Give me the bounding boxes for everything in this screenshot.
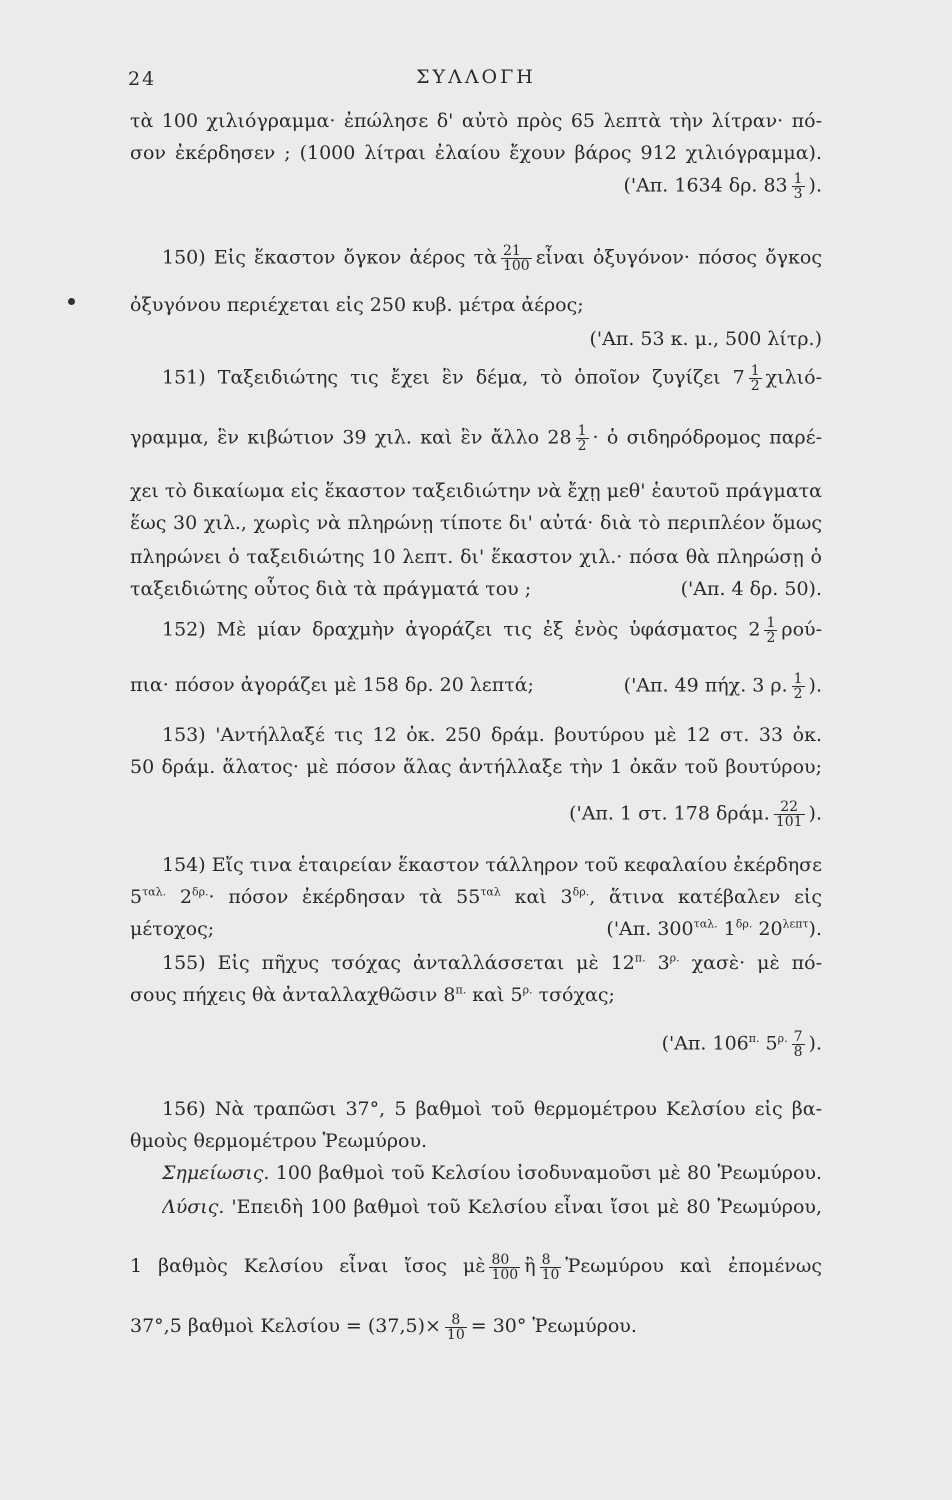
text-line: $5^{\tau\alpha\lambda.}$ $2^{\delta\rho.}\cdot \pi ό\sigma o\nu$ ἐκέρδησαν τὰ $55^{\tau\alpha\lambda}$ καὶ $3^{\delta\rho.}$, ἅτινα κατέβαλεν εἰς xyxy=(130,885,822,908)
fraction: $\frac{8}{10}$ xyxy=(541,1251,560,1283)
fraction: $\frac{1}{2}$ xyxy=(766,616,776,646)
answer: ('Απ. 4 δρ. 50). xyxy=(680,578,822,600)
ink-dot xyxy=(68,298,75,305)
answer-line: ('Απ. $106^{\pi.}$ $5^{\rho.}$ $\frac{7}{8}$ ). xyxy=(661,1030,822,1060)
page-header xyxy=(0,62,952,92)
solution-line: Λύσις. 'Επειδὴ 100 βαθμοὶ τοῦ Κελσίου εἶναι ἴσοι μὲ 80 Ῥεωμύρου, xyxy=(162,1196,822,1218)
problem-152-line: 152) Μὲ μίαν δραχμὴν ἀγοράζει τις ἐξ ἑνὸς ὑφάσματος 2 $\frac{1}{2}$ ρού- xyxy=(162,616,822,646)
running-title: ΣΥΛΛΟΓΗ xyxy=(416,66,536,88)
fraction: $\frac{8}{10}$ xyxy=(446,1311,465,1343)
fraction: $\frac{1}{2}$ xyxy=(793,672,803,702)
problem-150-line: 150) Εἰς ἕκαστον ὄγκον ἀέρος τὰ $\frac{21}{100}$ εἶναι ὀξυγόνον· πόσος ὄγκος xyxy=(162,244,822,274)
answer: ('Απ. $300^{\tau\alpha\lambda.}$ $1^{\delta\rho.}$ $20^{\lambda\varepsilon\pi\tau}$). xyxy=(606,917,822,940)
fraction: $\frac{7}{8}$ xyxy=(793,1030,803,1060)
equation-line: 37°,5 βαθμοὶ Κελσίου = (37,5)× $\frac{8}{10}$ = 30° Ῥεωμύρου. xyxy=(130,1311,637,1343)
fraction: $\frac{22}{101}$ xyxy=(775,800,803,830)
problem-155-line: 155) Εἰς πῆχυς τσόχας ἀνταλλάσσεται μὲ $12^{\pi.}$ $3^{\rho.}$ χασὲ· μὲ πό- xyxy=(162,951,822,974)
text-line: πια· πόσον ἀγοράζει μὲ 158 δρ. 20 λεπτά; ('Απ. 49 πήχ. 3 ρ. $\frac{1}{2}$ ). xyxy=(130,672,822,702)
text-line: τὰ 100 χιλιόγραμμα· ἐπώλησε δ' αὐτὸ πρὸς 65 λεπτὰ τὴν λίτραν· πό- xyxy=(130,110,822,132)
problem-153-line: 153) 'Αντήλλαξέ τις 12 ὀκ. 250 δράμ. βουτύρου μὲ 12 στ. 33 ὀκ. xyxy=(162,724,822,746)
page-number: 24 xyxy=(128,68,157,90)
text-line: ἕως 30 χιλ., χωρὶς νὰ πληρώνῃ τίποτε δι' αὐτά· διὰ τὸ περιπλέον ὅμως xyxy=(130,512,822,534)
problem-154-line: 154) Εἴς τινα ἑταιρείαν ἕκαστον τάλληρον τοῦ κεφαλαίου ἐκέρδησε xyxy=(162,854,822,876)
text-line: χει τὸ δικαίωμα εἰς ἕκαστον ταξειδιώτην νὰ ἔχῃ μεθ' ἑαυτοῦ πράγματα xyxy=(130,480,822,502)
answer-line: ('Απ. 1 στ. 178 δράμ. $\frac{22}{101}$ ). xyxy=(569,800,822,830)
text-line: 1 βαθμὸς Κελσίου εἶναι ἴσος μὲ $\frac{80}{100}$ ἢ $\frac{8}{10}$ Ῥεωμύρου καὶ ἐπομένως xyxy=(130,1251,822,1283)
text-line: σον ἐκέρδησεν ; (1000 λίτραι ἐλαίου ἔχουν βάρος 912 χιλιόγραμμα). xyxy=(130,142,822,164)
text-line: σους πήχεις θὰ ἀνταλλαχθῶσιν $8^{\pi.}$ καὶ $5^{\rho.}$ τσόχας; xyxy=(130,983,615,1006)
problem-151-line: 151) Ταξειδιώτης τις ἔχει ἓν δέμα, τὸ ὁποῖον ζυγίζει 7 $\frac{1}{2}$ χιλιό- xyxy=(162,364,822,394)
answer-line: ('Απ. 53 κ. μ., 500 λίτρ.) xyxy=(589,328,822,350)
answer-line: ('Απ. 1634 δρ. 83 $\frac{1}{3}$ ). xyxy=(623,172,822,202)
problem-156-line: 156) Νὰ τραπῶσι 37°, 5 βαθμοὶ τοῦ θερμομέτρου Κελσίου εἰς βα- xyxy=(162,1098,822,1120)
answer: ('Απ. 49 πήχ. 3 ρ. $\frac{1}{2}$ ). xyxy=(623,672,822,702)
text-line: ταξειδιώτης οὗτος διὰ τὰ πράγματά του ; ('Απ. 4 δρ. 50). xyxy=(130,578,822,600)
fraction: $\frac{21}{100}$ xyxy=(502,244,530,274)
fraction: $\frac{1}{2}$ xyxy=(577,424,587,454)
fraction: $\frac{80}{100}$ xyxy=(491,1251,519,1283)
text-line: ὀξυγόνου περιέχεται εἰς 250 κυβ. μέτρα ἀέρος; xyxy=(130,294,584,316)
text-line: μέτοχος; ('Απ. $300^{\tau\alpha\lambda.}$ $1^{\delta\rho.}$ $20^{\lambda\varepsilon\pi\tau}$). xyxy=(130,917,822,940)
note-line: Σημείωσις. 100 βαθμοὶ τοῦ Κελσίου ἰσοδυναμοῦσι μὲ 80 Ῥεωμύρου. xyxy=(162,1162,822,1184)
text-line: θμοὺς θερμομέτρου Ῥεωμύρου. xyxy=(130,1130,428,1152)
fraction: $\frac{1}{2}$ xyxy=(750,364,760,394)
text-line: γραμμα, ἓν κιβώτιον 39 χιλ. καὶ ἓν ἄλλο 28 $\frac{1}{2}$ · ὁ σιδηρόδρομος παρέ- xyxy=(130,424,822,454)
fraction: $\frac{1}{3}$ xyxy=(793,172,803,202)
text-line: πληρώνει ὁ ταξειδιώτης 10 λεπτ. δι' ἕκαστον χιλ.· πόσα θὰ πληρώσῃ ὁ xyxy=(130,546,822,568)
text-line: 50 δράμ. ἅλατος· μὲ πόσον ἅλας ἀντήλλαξε τὴν 1 ὀκᾶν τοῦ βουτύρου; xyxy=(130,756,822,778)
solution-label: Λύσις. xyxy=(162,1196,225,1218)
note-label: Σημείωσις. xyxy=(162,1162,270,1184)
